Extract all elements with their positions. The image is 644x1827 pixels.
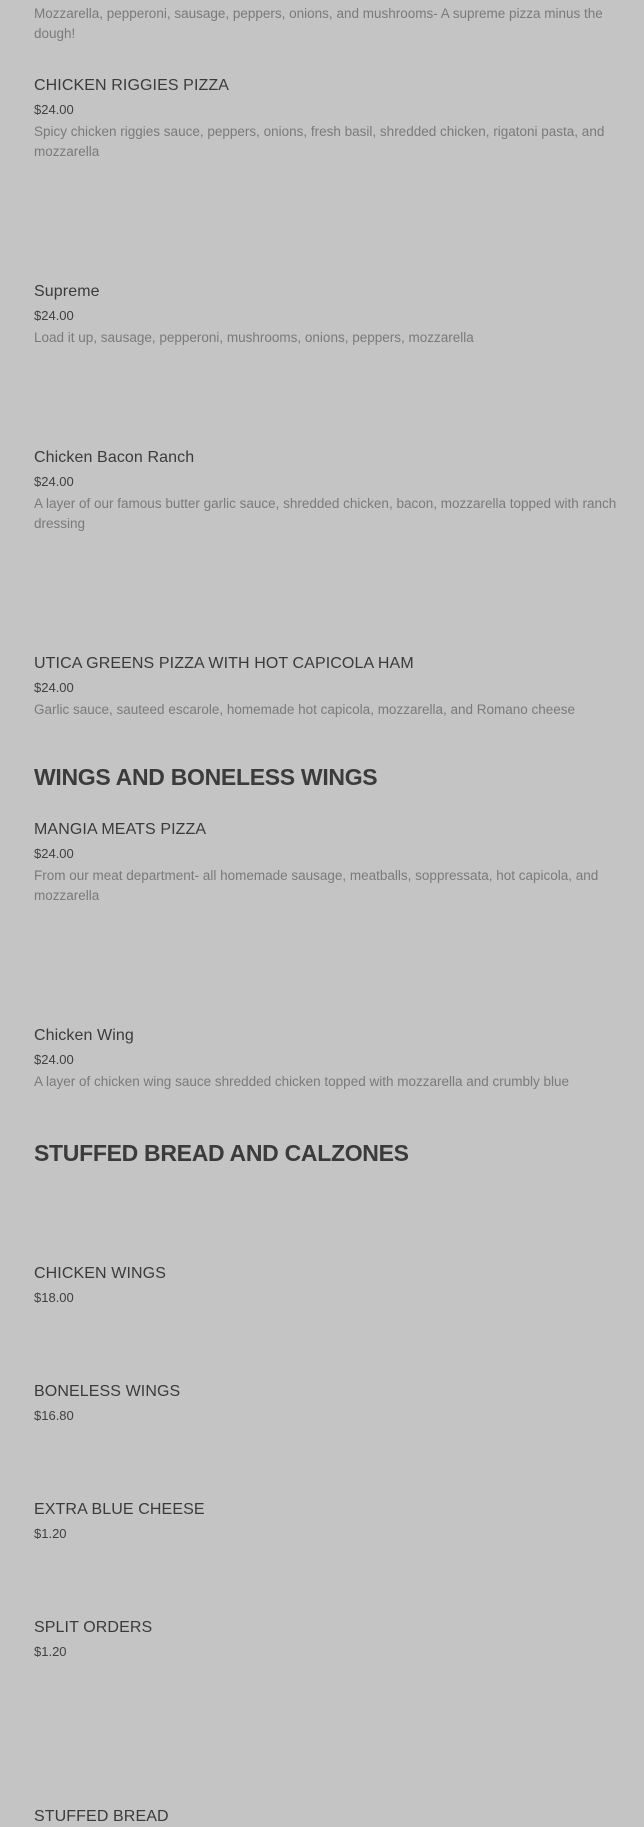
- menu-item-continuation: [34, 4, 624, 44]
- item-price: $1.20: [34, 1526, 67, 1541]
- item-name: UTICA GREENS PIZZA WITH HOT CAPICOLA HAM: [34, 655, 414, 672]
- item-description: Load it up, sausage, pepperoni, mushrooms, onions, peppers, mozzarella: [34, 330, 474, 345]
- item-name: EXTRA BLUE CHEESE: [34, 1501, 205, 1518]
- item-price: $24.00: [34, 474, 74, 489]
- menu-item[interactable]: [34, 1382, 624, 1424]
- item-price: $24.00: [34, 846, 74, 861]
- item-price: $16.80: [34, 1408, 74, 1423]
- menu-item[interactable]: [34, 76, 624, 162]
- menu-item[interactable]: [34, 654, 624, 720]
- section-title: STUFFED BREAD AND CALZONES: [34, 1140, 409, 1166]
- menu-item[interactable]: [34, 820, 624, 906]
- item-name: MANGIA MEATS PIZZA: [34, 821, 207, 838]
- item-name: Supreme: [34, 283, 100, 300]
- section-header: [34, 1139, 624, 1167]
- item-name: BONELESS WINGS: [34, 1383, 181, 1400]
- menu-item[interactable]: [34, 1807, 624, 1827]
- menu-item[interactable]: [34, 1026, 624, 1092]
- menu-item[interactable]: [34, 1618, 624, 1660]
- item-price: $24.00: [34, 102, 74, 117]
- item-description: A layer of chicken wing sauce shredded chicken topped with mozzarella and crumbly blue: [34, 1074, 570, 1089]
- item-description: Spicy chicken riggies sauce, peppers, onions, fresh basil, shredded chicken, rigatoni pasta, and mozzarella: [34, 124, 605, 159]
- item-name: Chicken Bacon Ranch: [34, 449, 195, 466]
- item-price: $24.00: [34, 1052, 74, 1067]
- item-price: $18.00: [34, 1290, 74, 1305]
- item-name: CHICKEN WINGS: [34, 1265, 166, 1282]
- section-header: [34, 763, 624, 791]
- menu-item[interactable]: [34, 1500, 624, 1542]
- item-description: From our meat department- all homemade sausage, meatballs, soppressata, hot capicola, and mozzarella: [34, 868, 599, 903]
- item-description: Garlic sauce, sauteed escarole, homemade hot capicola, mozzarella, and Romano cheese: [34, 702, 576, 717]
- menu-item[interactable]: [34, 282, 624, 348]
- item-name: CHICKEN RIGGIES PIZZA: [34, 77, 230, 94]
- item-name: Chicken Wing: [34, 1027, 134, 1044]
- menu-item[interactable]: [34, 1264, 624, 1306]
- item-price: $24.00: [34, 308, 74, 323]
- item-name: STUFFED BREAD: [34, 1808, 169, 1825]
- item-price: $24.00: [34, 680, 74, 695]
- item-description: Mozzarella, pepperoni, sausage, peppers, onions, and mushrooms- A supreme pizza minus the dough!: [34, 6, 603, 41]
- item-name: SPLIT ORDERS: [34, 1619, 153, 1636]
- item-description: A layer of our famous butter garlic sauce, shredded chicken, bacon, mozzarella topped with ranch dressing: [34, 496, 617, 531]
- item-price: $1.20: [34, 1644, 67, 1659]
- menu-item[interactable]: [34, 448, 624, 534]
- section-title: WINGS AND BONELESS WINGS: [34, 764, 378, 790]
